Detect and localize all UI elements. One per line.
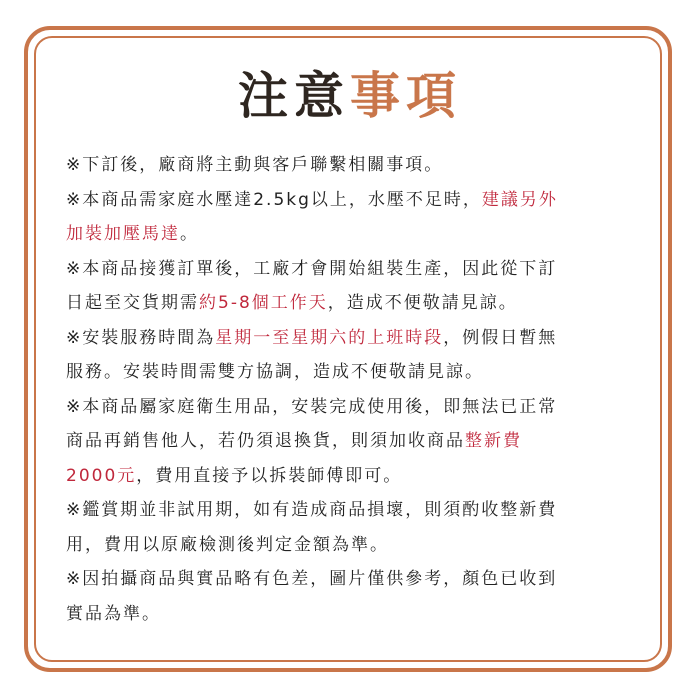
notice-text: 服務。安裝時間需雙方協調，造成不便敬請見諒。 <box>66 362 484 382</box>
notice-text: ，例假日暫無 <box>443 327 558 348</box>
highlighted-text: 星期一至星期六的上班時段 <box>215 327 444 348</box>
notice-text: ※鑑賞期並非試用期，如有造成商品損壞，則須酌收整新費 <box>66 500 558 520</box>
notice-text: ※安裝服務時間為 <box>66 327 216 348</box>
notice-line <box>66 217 634 252</box>
notice-line <box>66 597 634 632</box>
notice-line <box>66 493 634 528</box>
notice-line <box>66 528 634 563</box>
notice-text: ※本商品屬家庭衛生用品，安裝完成使用後，即無法已正常 <box>66 396 558 417</box>
notice-line <box>66 390 634 425</box>
notice-line <box>66 183 634 218</box>
highlighted-text: 2000元 <box>66 465 137 486</box>
notice-text: 用，費用以原廠檢測後判定金額為準。 <box>66 534 389 555</box>
notice-item <box>66 562 634 631</box>
notice-item <box>66 148 634 183</box>
notice-text: 。 <box>180 224 199 244</box>
notice-text: 商品再銷售他人，若仍須退換貨，則須加收商品 <box>66 431 465 451</box>
notice-text: 日起至交貨期需 <box>66 293 199 313</box>
page-title <box>0 66 700 126</box>
title-part-dark: 注意 <box>238 67 350 125</box>
notice-text: ※下訂後，廠商將主動與客戶聯繫相關事項。 <box>66 155 444 175</box>
highlighted-text: 加裝加壓馬達 <box>66 224 180 244</box>
notice-line <box>66 321 634 356</box>
title-part-accent: 事項 <box>350 67 462 125</box>
notice-line <box>66 148 634 183</box>
notice-line <box>66 424 634 459</box>
notice-item <box>66 390 634 494</box>
notice-item <box>66 321 634 390</box>
highlighted-text: 建議另外 <box>481 189 558 210</box>
notice-line <box>66 355 634 390</box>
highlighted-text: 約5-8個工作天 <box>199 293 328 313</box>
notice-text: ，費用直接予以拆裝師傅即可。 <box>136 465 403 486</box>
notice-text: 實品為準。 <box>66 603 161 624</box>
notice-text: ※因拍攝商品與實品略有色差，圖片僅供參考，顏色已收到 <box>66 569 558 589</box>
notice-text: ，造成不便敬請見諒。 <box>327 293 518 313</box>
notice-item <box>66 493 634 562</box>
notice-text: ※本商品接獲訂單後，工廠才會開始組裝生產，因此從下訂 <box>66 258 558 279</box>
notice-list <box>66 148 634 631</box>
notice-line <box>66 286 634 321</box>
notice-item <box>66 252 634 321</box>
notice-text: ※本商品需家庭水壓達2.5kg以上，水壓不足時， <box>66 189 482 210</box>
notice-line <box>66 459 634 494</box>
notice-line <box>66 252 634 287</box>
notice-item <box>66 183 634 252</box>
highlighted-text: 整新費 <box>465 431 522 451</box>
notice-line <box>66 562 634 597</box>
